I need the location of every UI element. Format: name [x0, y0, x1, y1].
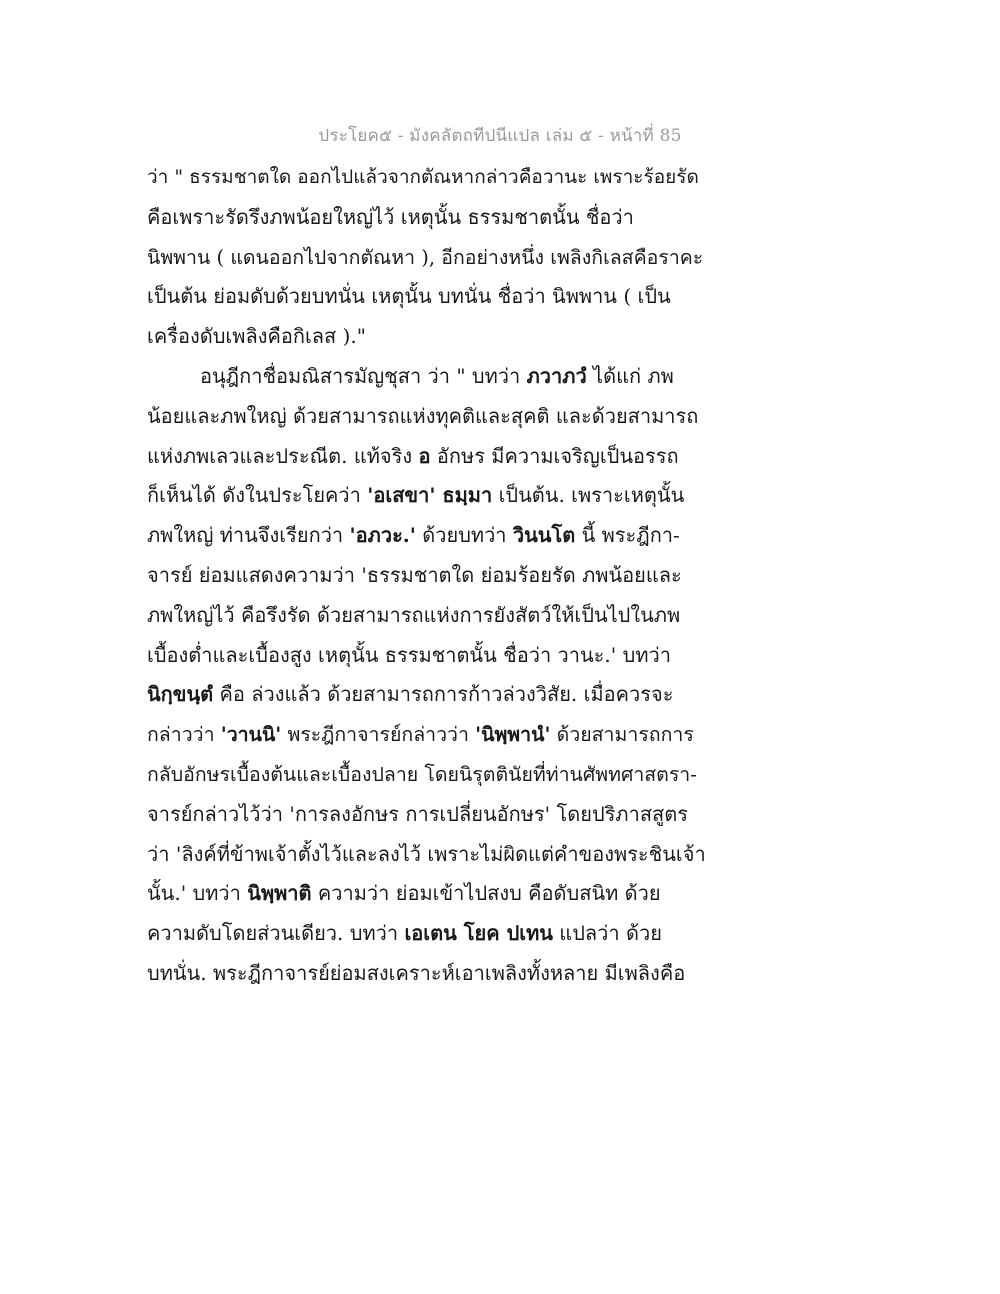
text-line — [147, 317, 707, 357]
text-line — [147, 516, 707, 556]
text-segment: บทนั่น. พระฎีกาจารย์ย่อมสงเคราะห์เอาเพลิงทั้งหลาย มีเพลิงคือ — [147, 960, 686, 985]
text-line — [147, 835, 707, 875]
text-segment: ความว่า ย่อมเข้าไปสงบ คือดับสนิท ด้วย — [311, 881, 661, 906]
text-segment: เป็นต้น ย่อมดับด้วยบทนั่น เหตุนั้น บทนั่น ชื่อว่า นิพพาน ( เป็น — [147, 284, 671, 309]
text-line — [147, 158, 707, 198]
text-segment: ภพใหญ่ไว้ คือรึงรัด ด้วยสามารถแห่งการยังสัตว์ให้เป็นไปในภพ — [147, 602, 681, 627]
text-segment: แปลว่า ด้วย — [552, 921, 662, 946]
text-segment: นั้น.' บทว่า — [147, 881, 248, 906]
text-segment: เครื่องดับเพลิงคือกิเลส )." — [147, 324, 366, 349]
bold-term: วินนโต — [512, 523, 576, 548]
text-line — [147, 238, 707, 278]
text-segment: ความดับโดยส่วนเดียว. บทว่า — [147, 921, 405, 946]
text-segment: คือเพราะรัดรึงภพน้อยใหญ่ไว้ เหตุนั้น ธรรมชาตนั้น ชื่อว่า — [147, 204, 634, 229]
text-segment: ได้แก่ ภพ — [586, 363, 674, 388]
bold-term: 'วานนิ' — [220, 723, 282, 747]
body-text — [147, 158, 707, 994]
bold-term: ภวาภวํ — [526, 363, 587, 388]
bold-term: นิพฺพาติ — [247, 881, 312, 906]
text-line — [147, 596, 707, 636]
text-segment: จารย์ ย่อมแสดงความว่า 'ธรรมชาตใด ย่อมร้อยรัด ภพน้อยและ — [147, 562, 682, 587]
text-segment: ด้วยสามารถการ — [550, 723, 694, 747]
text-segment: ภพใหญ่ ท่านจึงเรียกว่า — [147, 523, 350, 548]
text-line — [147, 437, 707, 477]
text-segment: พระฎีกาจารย์กล่าวว่า — [281, 723, 476, 747]
bold-term: 'อเสขา' ธมฺมา — [367, 483, 493, 508]
text-segment: กลับอักษรเบื้องต้นและเบื้องปลาย โดยนิรุตตินัยที่ท่านศัพทศาสตรา- — [147, 762, 697, 786]
text-segment: อนุฎีกาชื่อมณิสารมัญชุสา ว่า " บทว่า — [200, 363, 527, 388]
text-line — [147, 755, 707, 795]
text-line — [147, 476, 707, 516]
text-segment: เป็นต้น. เพราะเหตุนั้น — [492, 483, 685, 508]
bold-term: นิกฺขนฺตํ — [147, 682, 214, 707]
text-line — [147, 675, 707, 715]
text-line — [147, 795, 707, 835]
text-line — [147, 636, 707, 676]
text-segment: น้อยและภพใหญ่ ด้วยสามารถแห่งทุคติและสุคติ และด้วยสามารถ — [147, 403, 699, 428]
running-header: ประโยค๕ - มังคลัตถทีปนีแปล เล่ม ๕ - หน้าที่ 85 — [318, 126, 682, 146]
text-segment: เบื้องต่ำและเบื้องสูง เหตุนั้น ธรรมชาตนั้น ชื่อว่า วานะ.' บทว่า — [147, 642, 671, 667]
bold-term: เอเตน โยค ปเทน — [404, 921, 553, 946]
text-line — [147, 198, 707, 238]
bold-term: 'นิพฺพานํ' — [475, 723, 551, 747]
text-line — [147, 874, 707, 914]
text-line — [147, 357, 707, 397]
text-segment: ว่า 'ลิงค์ที่ข้าพเจ้าตั้งไว้และลงไว้ เพราะไม่ผิดแต่คำของพระชินเจ้า — [147, 841, 706, 866]
text-segment: ด้วยบทว่า — [415, 523, 513, 548]
text-segment: นี้ พระฎีกา- — [575, 523, 680, 548]
bold-term: อ — [418, 443, 431, 468]
text-segment: ว่า " ธรรมชาตใด ออกไปแล้วจากตัณหากล่าวคือวานะ เพราะร้อยรัด — [147, 166, 699, 188]
text-segment: คือ ล่วงแล้ว ด้วยสามารถการก้าวล่วงวิสัย. เมื่อควรจะ — [213, 682, 674, 707]
text-line — [147, 914, 707, 954]
text-line — [147, 397, 707, 437]
text-segment: กล่าวว่า — [147, 723, 221, 747]
text-line — [147, 556, 707, 596]
text-segment: แห่งภพเลวและประณีต. แท้จริง — [147, 443, 419, 468]
text-line — [147, 715, 707, 755]
text-segment: ก็เห็นได้ ดังในประโยคว่า — [147, 483, 368, 508]
text-segment: จารย์กล่าวไว้ว่า 'การลงอักษร การเปลี่ยนอักษร' โดยปริภาสสูตร — [147, 801, 688, 826]
text-line — [147, 954, 707, 994]
text-segment: อักษร มีความเจริญเป็นอรรถ — [430, 443, 679, 468]
text-line — [147, 277, 707, 317]
bold-term: 'อภวะ.' — [349, 523, 416, 548]
text-segment: นิพพาน ( แดนออกไปจากตัณหา ), อีกอย่างหนึ่ง เพลิงกิเลสคือราคะ — [147, 245, 704, 269]
